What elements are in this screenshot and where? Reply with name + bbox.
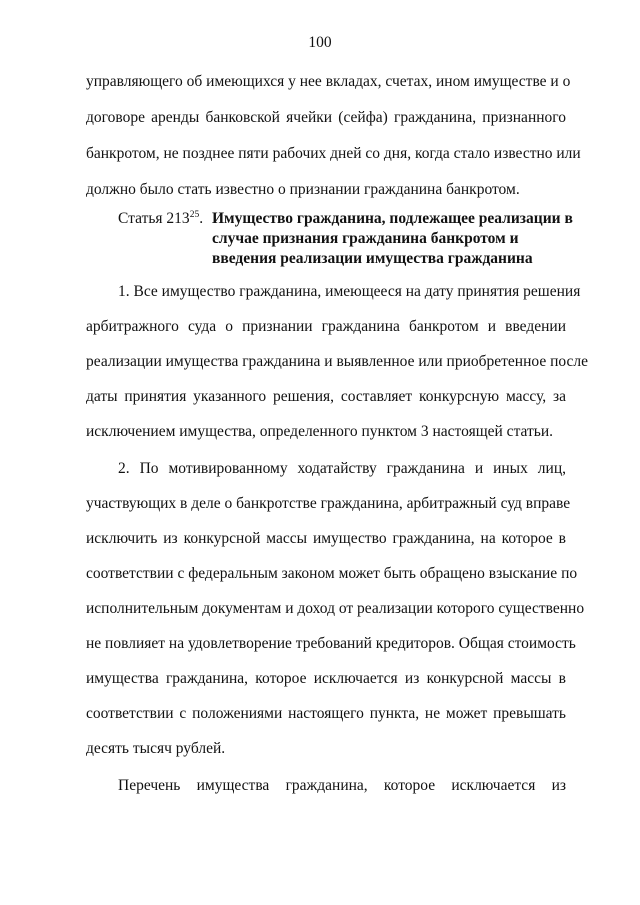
p2-line-1: 2. По мотивированному ходатайству гражданина и иных лиц,: [118, 460, 566, 477]
article-label-sup: 25: [189, 210, 200, 220]
p1-line-4: даты принятия указанного решения, составляет конкурсную массу, за: [86, 388, 566, 405]
article-title-line-2: случае признания гражданина банкротом и: [212, 230, 519, 247]
p2-line-4: соответствии с федеральным законом может быть обращено взыскание по: [86, 565, 578, 582]
page-number: 100: [308, 34, 332, 51]
p1-line-2: арбитражного суда о признании гражданина банкротом и введении: [86, 318, 566, 335]
p2-line-8: соответствии с положениями настоящего пункта, не может превышать: [86, 705, 566, 722]
intro-line-1: управляющего об имеющихся у нее вкладах, счетах, ином имуществе и о: [86, 73, 571, 90]
p2-line-9: десять тысяч рублей.: [86, 740, 226, 757]
p1-line-1: 1. Все имущество гражданина, имеющееся на дату принятия решения: [118, 283, 581, 300]
intro-line-2: договоре аренды банковской ячейки (сейфа) гражданина, признанного: [86, 109, 566, 126]
p2-line-2: участвующих в деле о банкротстве гражданина, арбитражный суд вправе: [86, 495, 571, 512]
p3-line-1: Перечень имущества гражданина, которое исключается из: [118, 777, 566, 794]
p2-line-3: исключить из конкурсной массы имущество гражданина, на которое в: [86, 530, 566, 547]
p2-line-5: исполнительным документам и доход от реализации которого существенно: [86, 600, 585, 617]
article-title: [212, 209, 573, 269]
intro-line-4: должно было стать известно о признании гражданина банкротом.: [86, 181, 520, 198]
article-label-text: Статья 213: [118, 210, 190, 227]
article-title-line-1: Имущество гражданина, подлежащее реализации в: [212, 210, 573, 227]
p1-line-5: исключением имущества, определенного пунктом 3 настоящей статьи.: [86, 423, 554, 440]
p2-line-6: не повлияет на удовлетворение требований кредиторов. Общая стоимость: [86, 635, 576, 652]
article-label: [118, 209, 203, 229]
article-label-dot: .: [199, 210, 204, 227]
intro-line-3: банкротом, не позднее пяти рабочих дней со дня, когда стало известно или: [86, 145, 581, 162]
p1-line-3: реализации имущества гражданина и выявленное или приобретенное после: [86, 353, 589, 370]
article-title-line-3: введения реализации имущества гражданина: [212, 250, 533, 267]
p2-line-7: имущества гражданина, которое исключается из конкурсной массы в: [86, 670, 566, 687]
